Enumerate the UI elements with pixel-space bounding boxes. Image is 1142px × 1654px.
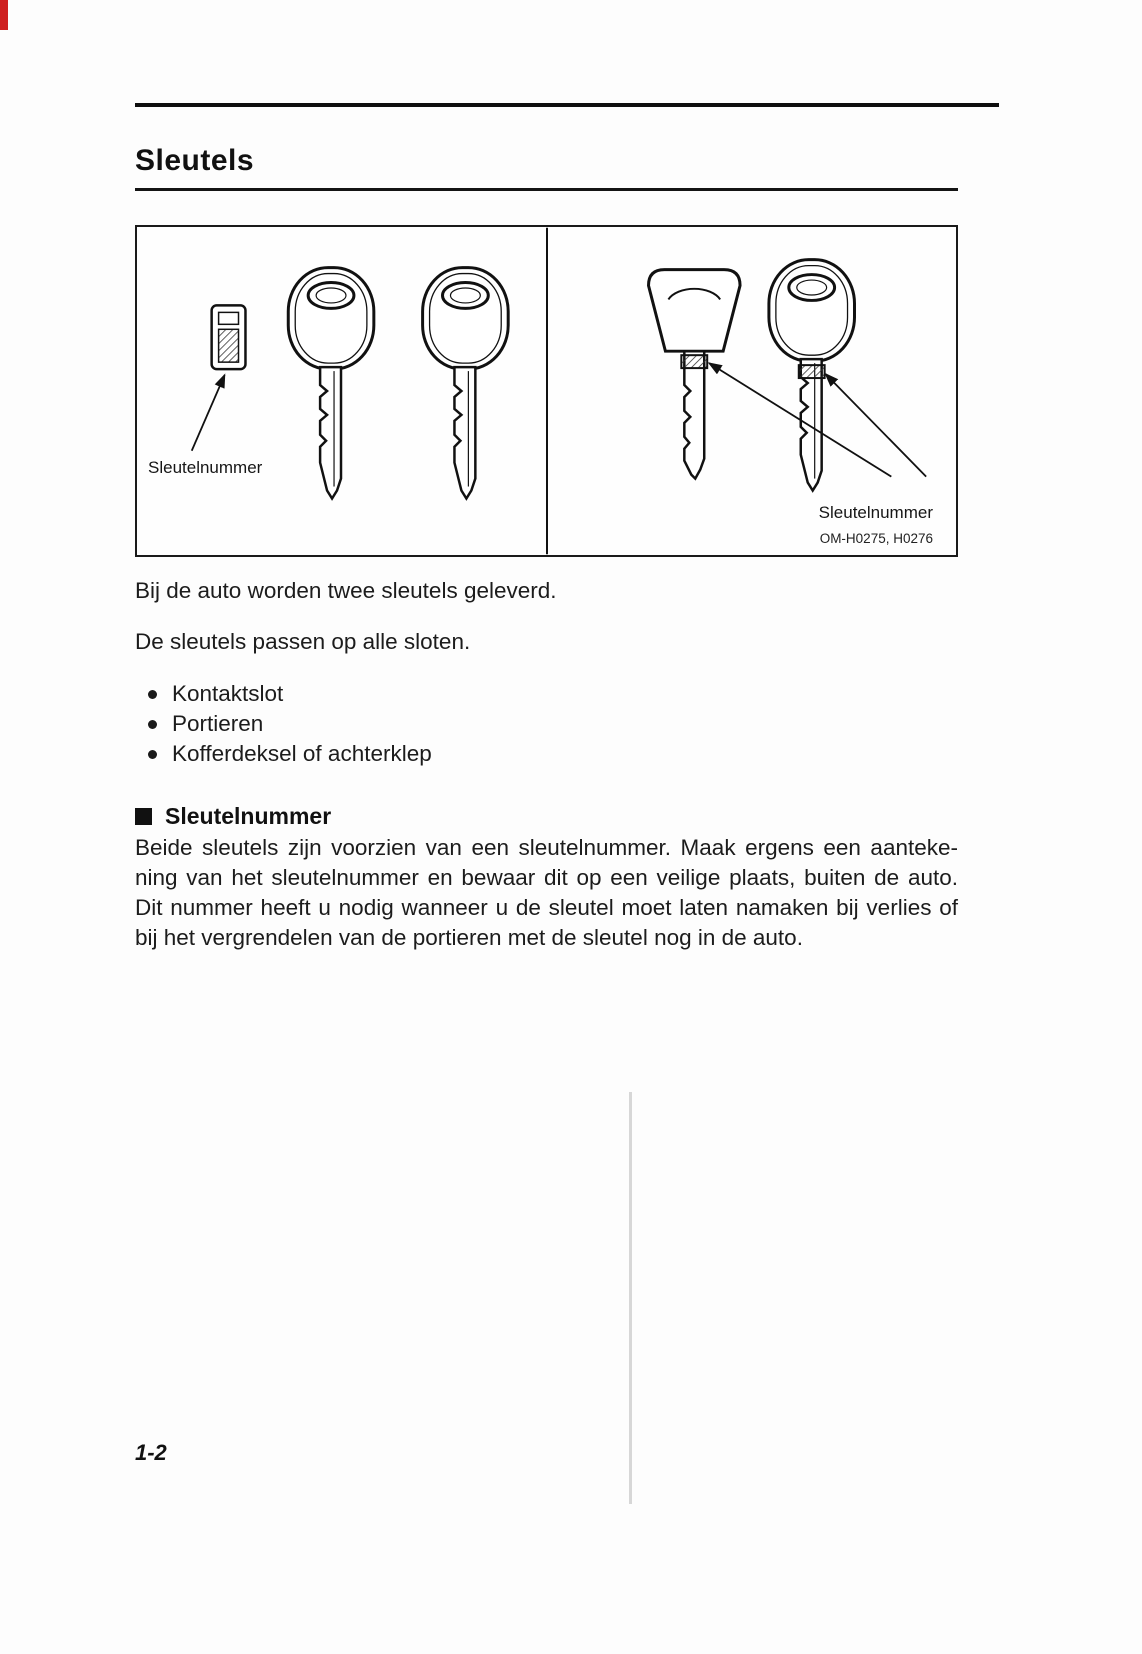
- top-rule: [135, 103, 999, 107]
- bullet-icon: [148, 690, 157, 699]
- pointer-line: [826, 374, 927, 476]
- text-line: Beide sleutels zijn voorzien van een sleutelnummer. Maak ergens een aanteke-: [135, 835, 958, 860]
- bullet-icon: [148, 750, 157, 759]
- page-title: Sleutels: [135, 144, 255, 177]
- key-icon: [423, 268, 509, 499]
- pointer-line: [709, 363, 891, 476]
- title-underline: [135, 188, 958, 191]
- list-item-label: Kofferdeksel of achterklep: [172, 741, 432, 766]
- section-header: [135, 801, 958, 831]
- bullet-icon: [148, 720, 157, 729]
- text-line: Dit nummer heeft u nodig wanneer u de sleutel moet laten namaken bij verlies of: [135, 895, 958, 920]
- text-line: ning van het sleutelnummer en bewaar dit op een veilige plaats, buiten de auto.: [135, 865, 958, 890]
- paragraph: Bij de auto worden twee sleutels geleverd.: [135, 578, 557, 603]
- section-body: [135, 833, 958, 953]
- list-item: [135, 739, 958, 769]
- key-number-tag-icon: [212, 305, 246, 369]
- keys-figure: [135, 225, 958, 557]
- figure-code: OM-H0275, H0276: [819, 531, 933, 546]
- scan-artifact-line: [629, 1092, 632, 1504]
- page-number: 1-2: [135, 1440, 167, 1465]
- key-icon: [288, 268, 374, 499]
- list-item-label: Kontaktslot: [172, 681, 284, 706]
- list-item: [135, 709, 958, 739]
- pointer-line: [192, 375, 225, 451]
- key-icon: [769, 260, 855, 491]
- list-item: [135, 679, 958, 709]
- text-line: bij het vergrendelen van de portieren met de sleutel nog in de auto.: [135, 925, 803, 950]
- list-item-label: Portieren: [172, 711, 264, 736]
- paragraph: De sleutels passen op alle sloten.: [135, 629, 471, 654]
- scan-artifact-red: [0, 0, 8, 30]
- section-title: Sleutelnummer: [165, 803, 332, 829]
- figure-label-left: Sleutelnummer: [148, 458, 263, 477]
- section-square-icon: [135, 808, 152, 825]
- body-text: [135, 576, 958, 953]
- figure-label-right: Sleutelnummer: [818, 503, 933, 522]
